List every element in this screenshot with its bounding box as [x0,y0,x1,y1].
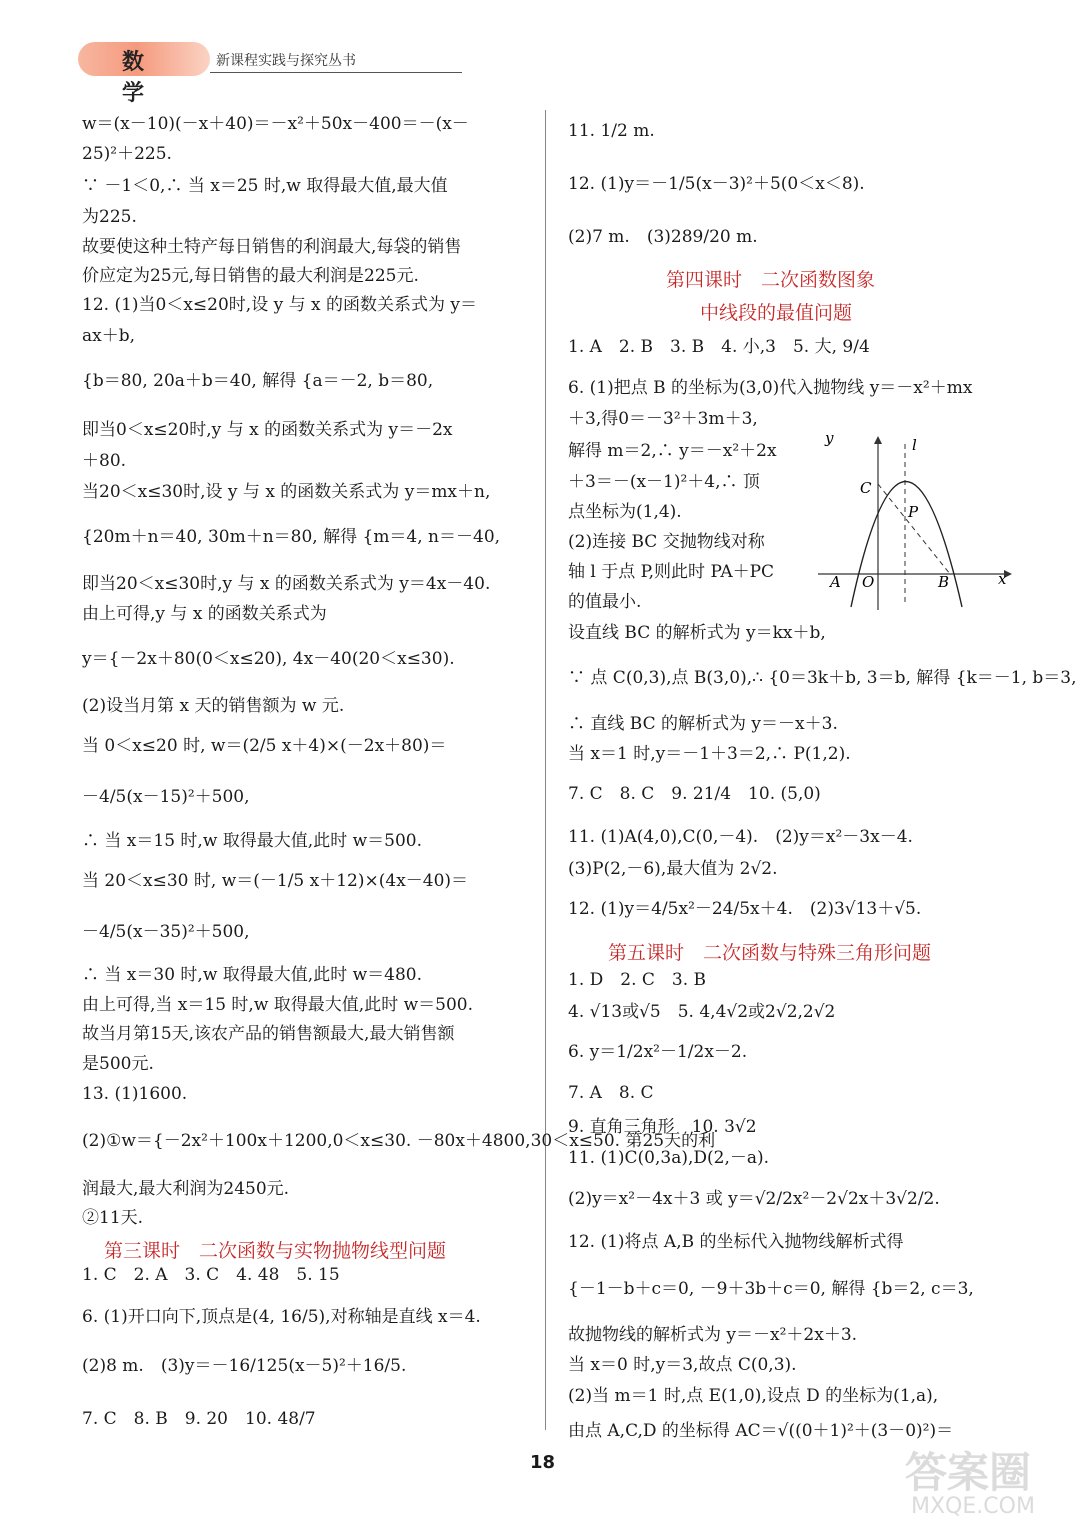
watermark-url: MXQE.COM [911,1494,1035,1519]
label-b: B [938,573,950,591]
left-line: 当 0＜x≤20 时, w＝(2/5 x＋4)×(－2x＋80)＝ [82,736,447,756]
left-line: 6. (1)开口向下,顶点是(4, 16/5),对称轴是直线 x＝4. [82,1307,481,1327]
line-bc [878,484,950,574]
column-divider [545,110,546,1430]
right-line: 12. (1)将点 A,B 的坐标代入抛物线解析式得 [568,1232,904,1252]
parabola-figure [818,432,1018,612]
section-heading-lesson-5: 第五课时 二次函数与特殊三角形问题 [608,942,932,964]
right-line: 的值最小. [568,592,642,612]
right-line: 6. y＝1/2x²－1/2x－2. [568,1042,748,1062]
left-line: y＝{－2x＋80(0＜x≤20), 4x－40(20＜x≤30). [82,649,455,669]
right-line: 1. D 2. C 3. B [568,970,707,990]
right-line: ∵ 点 C(0,3),点 B(3,0),∴ {0＝3k＋b, 3＝b, 解得 {k＝－1, b＝3, [568,668,1077,688]
left-line: {20m＋n＝40, 30m＋n＝80, 解得 {m＝4, n＝－40, [82,527,501,547]
left-line: ＋80. [82,451,127,471]
left-line: 为225. [82,207,137,227]
left-line: 13. (1)1600. [82,1084,188,1104]
right-line: 9. 直角三角形 10. 3√2 [568,1117,757,1137]
right-line: 7. C 8. C 9. 21/4 10. (5,0) [568,784,821,804]
section-heading-lesson-4: 第四课时 二次函数图象 [666,269,876,291]
right-line: {－1－b＋c＝0, －9＋3b＋c＝0, 解得 {b＝2, c＝3, [568,1279,974,1299]
right-line: 点坐标为(1,4). [568,502,682,522]
right-line: 4. √13或√5 5. 4,4√2或2√2,2√2 [568,1002,836,1022]
left-line: ∵ －1＜0,∴ 当 x＝25 时,w 取得最大值,最大值 [82,176,448,196]
right-line: 11. 1/2 m. [568,121,655,141]
right-line: 11. (1)A(4,0),C(0,－4). (2)y＝x²－3x－4. [568,827,913,847]
left-line: 12. (1)当0＜x≤20时,设 y 与 x 的函数关系式为 y＝ [82,295,478,315]
label-y: y [825,432,834,447]
left-line: 是500元. [82,1054,154,1074]
left-line: ∴ 当 x＝30 时,w 取得最大值,此时 w＝480. [82,965,422,985]
right-line: 解得 m＝2,∴ y＝－x²＋2x [568,441,777,461]
header-rule [210,72,462,73]
left-line: {b＝80, 20a＋b＝40, 解得 {a＝－2, b＝80, [82,371,434,391]
left-line: 1. C 2. A 3. C 4. 48 5. 15 [82,1265,340,1285]
left-line: 价应定为25元,每日销售的最大利润是225元. [82,266,419,286]
right-line: 7. A 8. C [568,1083,654,1103]
right-line: ＋3,得0＝－3²＋3m＋3, [568,409,758,429]
subject-label: 数学 [122,50,145,106]
left-line: (2)①w＝{－2x²＋100x＋1200,0＜x≤30. －80x＋4800,30＜x≤50. 第25天的利 [82,1131,716,1151]
right-line: 1. A 2. B 3. B 4. 小,3 5. 大, 9/4 [568,337,870,357]
right-line: ∴ 直线 BC 的解析式为 y＝－x＋3. [568,714,838,734]
right-line: 故抛物线的解析式为 y＝－x²＋2x＋3. [568,1325,858,1345]
left-line: －4/5(x－15)²＋500, [82,787,250,807]
right-line: (3)P(2,－6),最大值为 2√2. [568,859,778,879]
left-line: 当20＜x≤30时,设 y 与 x 的函数关系式为 y＝mx＋n, [82,482,491,502]
label-c: C [860,479,872,497]
right-line: 6. (1)把点 B 的坐标为(3,0)代入抛物线 y＝－x²＋mx [568,378,973,398]
section-heading-lesson-3: 第三课时 二次函数与实物抛物线型问题 [104,1240,447,1262]
right-line: 轴 l 于点 P,则此时 PA＋PC [568,562,775,582]
left-line: (2)设当月第 x 天的销售额为 w 元. [82,696,345,716]
series-title: 新课程实践与探究丛书 [216,53,356,69]
label-x: x [998,570,1007,588]
left-line: 由上可得,y 与 x 的函数关系式为 [82,604,327,624]
left-line: 故当月第15天,该农产品的销售额最大,最大销售额 [82,1024,455,1044]
right-line: 当 x＝0 时,y＝3,故点 C(0,3). [568,1355,797,1375]
watermark-logo: 答案圈 [905,1448,1032,1497]
left-line: 由上可得,当 x＝15 时,w 取得最大值,此时 w＝500. [82,995,473,1015]
left-line: 25)²＋225. [82,144,172,164]
left-line: ②11天. [82,1208,144,1228]
right-line: 11. (1)C(0,3a),D(2,－a). [568,1148,770,1168]
watermark [905,1440,1035,1519]
page-number: 18 [530,1452,556,1473]
right-line: (2)7 m. (3)289/20 m. [568,227,758,247]
left-line: ∴ 当 x＝15 时,w 取得最大值,此时 w＝500. [82,831,422,851]
right-line: 当 x＝1 时,y＝－1＋3＝2,∴ P(1,2). [568,744,851,764]
left-line: ax＋b, [82,326,136,346]
y-axis-arrow-icon [874,436,882,444]
right-line: 12. (1)y＝－1/5(x－3)²＋5(0＜x＜8). [568,174,865,194]
right-line: ＋3＝－(x－1)²＋4,∴ 顶 [568,472,760,492]
label-l: l [912,436,917,454]
left-line: 当 20＜x≤30 时, w＝(－1/5 x＋12)×(4x－40)＝ [82,871,469,891]
left-line: 即当20＜x≤30时,y 与 x 的函数关系式为 y＝4x－40. [82,574,491,594]
left-line: w＝(x－10)(－x＋40)＝－x²＋50x－400＝－(x－ [82,114,469,134]
right-line: (2)y＝x²－4x＋3 或 y＝√2/2x²－2√2x＋3√2/2. [568,1189,940,1209]
left-line: 7. C 8. B 9. 20 10. 48/7 [82,1409,316,1429]
right-line: 由点 A,C,D 的坐标得 AC＝√((0＋1)²＋(3－0)²)＝ [568,1421,954,1441]
right-line: (2)当 m＝1 时,点 E(1,0),设点 D 的坐标为(1,a), [568,1386,939,1406]
right-line: 设直线 BC 的解析式为 y＝kx＋b, [568,623,826,643]
section-heading-lesson-4-line2: 中线段的最值问题 [700,302,853,324]
left-line: 润最大,最大利润为2450元. [82,1179,290,1199]
label-o: O [862,573,875,591]
label-a: A [830,573,841,591]
right-line: (2)连接 BC 交抛物线对称 [568,532,765,552]
left-line: (2)8 m. (3)y＝－16/125(x－5)²＋16/5. [82,1356,407,1376]
left-line: 即当0＜x≤20时,y 与 x 的函数关系式为 y＝－2x [82,420,453,440]
label-p: P [908,503,919,521]
right-line: 12. (1)y＝4/5x²－24/5x＋4. (2)3√13＋√5. [568,899,922,919]
left-line: －4/5(x－35)²＋500, [82,922,250,942]
left-line: 故要使这种土特产每日销售的利润最大,每袋的销售 [82,237,462,257]
